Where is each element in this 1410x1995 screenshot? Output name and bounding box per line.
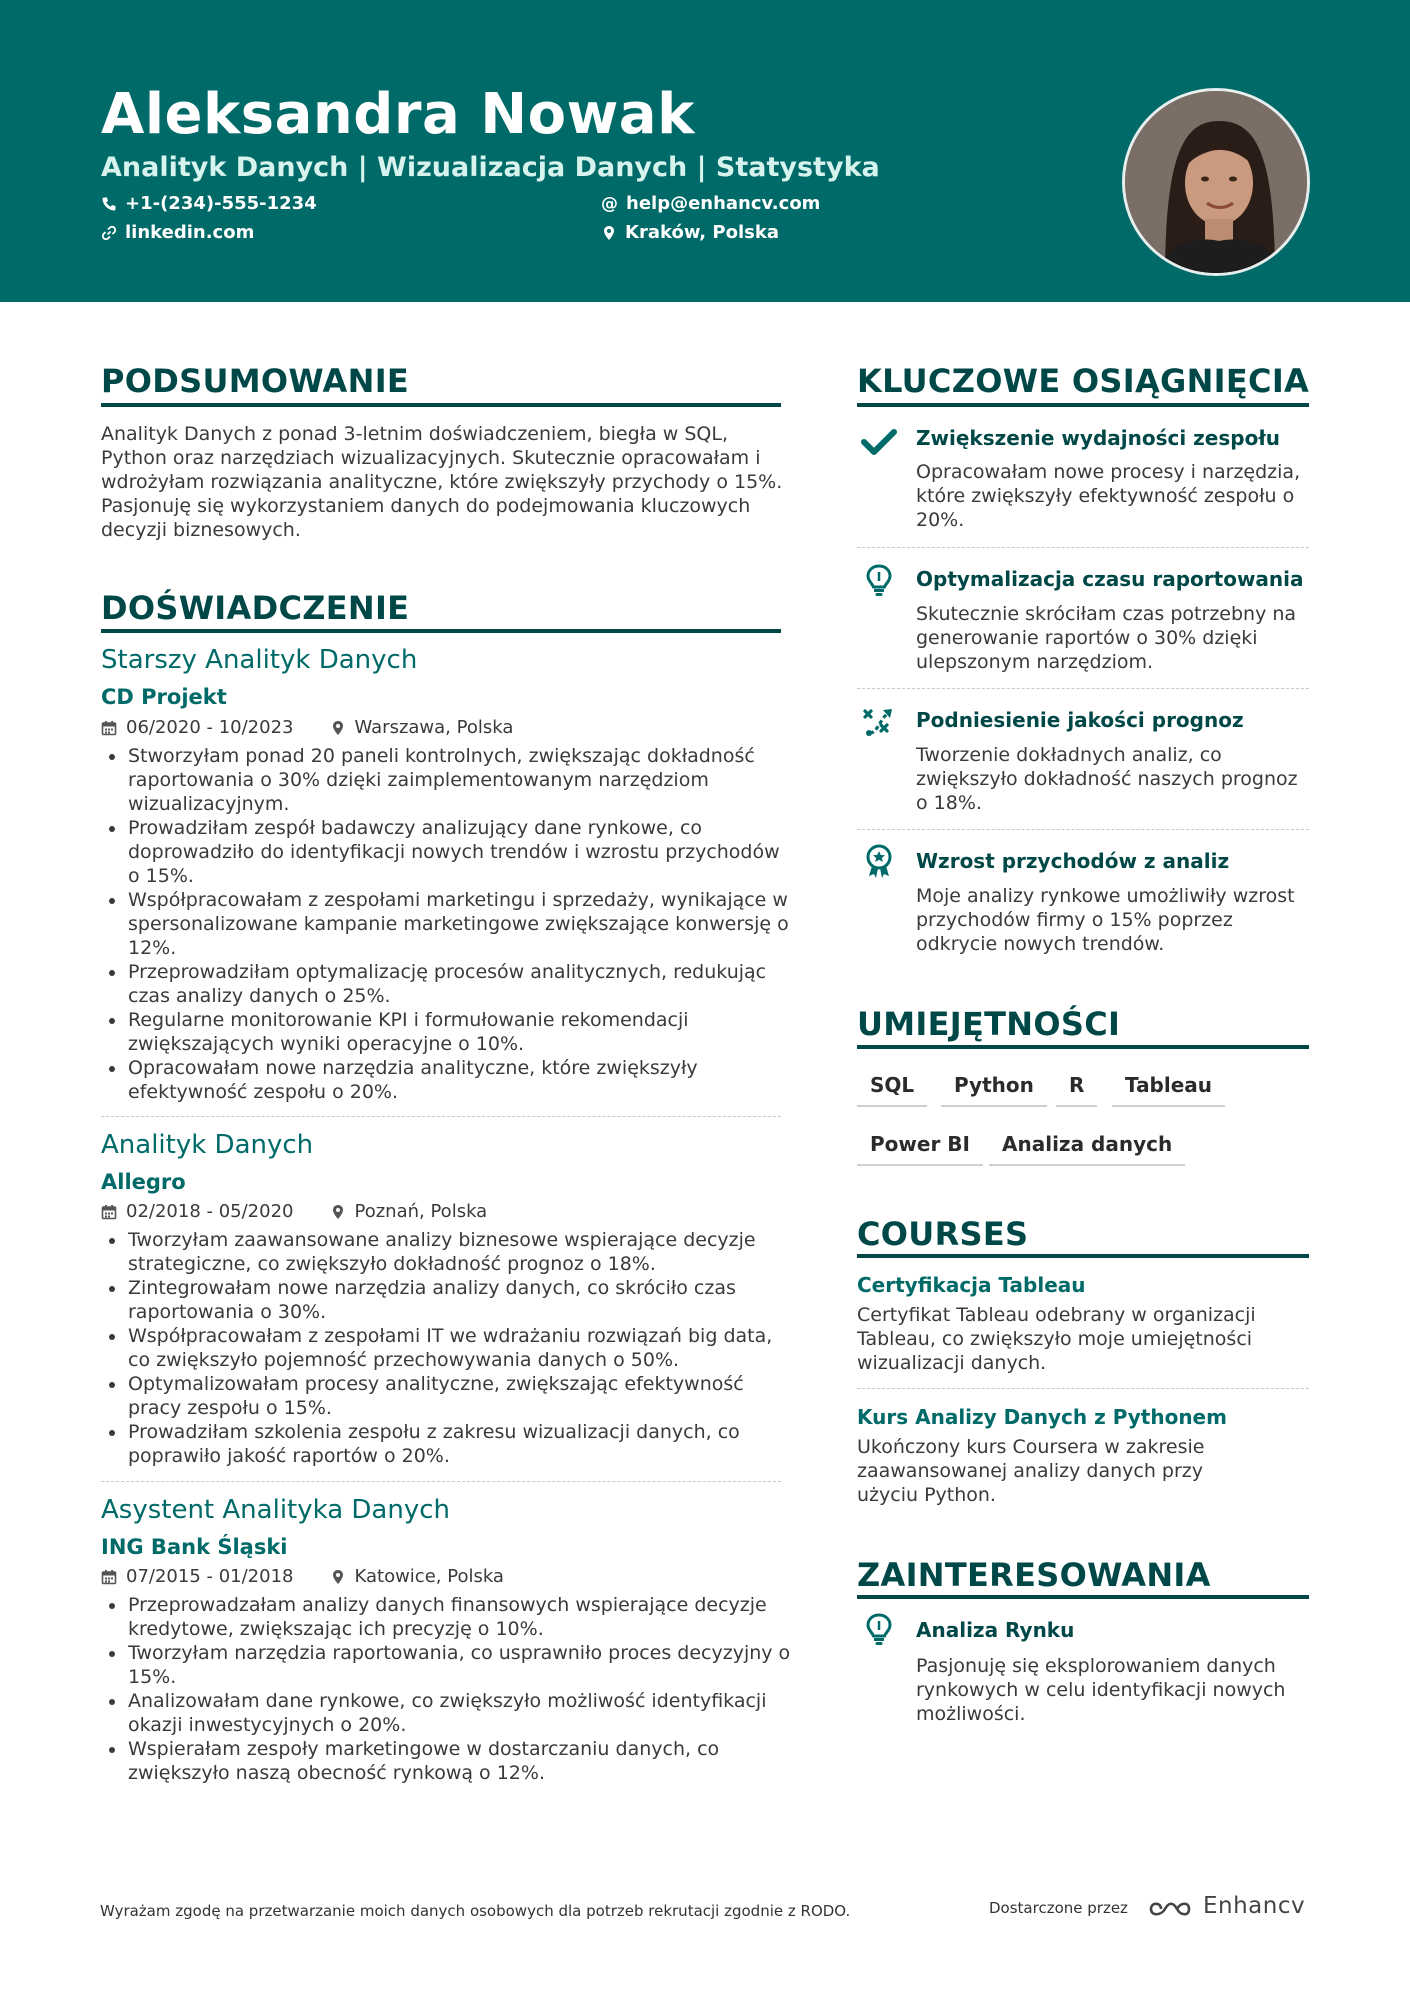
achievements-rule [857,403,1309,407]
award-icon [861,843,897,879]
job-bullets [101,1593,791,1785]
location-pin-icon [330,720,346,736]
location-text: Kraków, Polska [625,222,779,243]
contact-phone[interactable] [101,193,317,214]
bullet-item: Optymalizowałam procesy analityczne, zwiększając efektywność pracy zespołu o 15%. [101,1372,791,1420]
interest-title: Analiza Rynku [916,1618,1075,1642]
bullet-item: Wspierałam zespoły marketingowe w dostarczaniu danych, co zwiększyło naszą obecność rynkową o 12%. [101,1737,791,1785]
bullet-item: Współpracowałam z zespołami marketingu i sprzedaży, wynikające w spersonalizowane kampanie marketingowe zwiększające konwersję o 12%. [101,888,791,960]
job-title: Starszy Analityk Danych [101,645,418,675]
course-desc: Ukończony kurs Coursera w zakresie zaawansowanej analizy danych przy użyciu Python. [857,1436,1205,1506]
bullet-item: Przeprowadzałam analizy danych finansowych wspierające decyzje kredytowe, zwiększając ich precyzję o 10%. [101,1593,791,1641]
calendar-icon [101,720,117,736]
enhancv-brand[interactable]: Enhancv [1203,1893,1306,1919]
lightbulb-icon [861,1612,897,1648]
skills-rule [857,1045,1309,1049]
phone-icon [101,196,117,212]
company-name: Allegro [101,1170,186,1194]
job-title: Analityk Danych [101,1130,314,1160]
bullet-item: Przeprowadziłam optymalizację procesów analitycznych, redukując czas analizy danych o 25%. [101,960,791,1008]
candidate-name: Aleksandra Nowak [101,82,695,147]
bullet-item: Tworzyłam narzędzia raportowania, co usprawniło proces decyzyjny o 15%. [101,1641,791,1689]
skill-tag: Analiza danych [989,1132,1185,1166]
bullet-item: Prowadziłam szkolenia zespołu z zakresu wizualizacji danych, co poprawiło jakość raportów o 20%. [101,1420,791,1468]
bullet-item: Tworzyłam zaawansowane analizy biznesowe wspierające decyzje strategiczne, co zwiększyło dokładność prognoz o 18%. [101,1228,791,1276]
experience-heading: DOŚWIADCZENIE [101,589,410,627]
strategy-icon [861,703,897,739]
enhancv-logo-icon [1147,1896,1193,1922]
achievement-desc: Skutecznie skróciłam czas potrzebny na generowanie raportów o 30% dzięki ulepszonym narzędziom. [916,603,1297,673]
achievement-desc: Moje analizy rynkowe umożliwiły wzrost przychodów firmy o 15% poprzez odkrycie nowych trendów. [916,885,1295,955]
courses-rule [857,1254,1309,1258]
divider [857,547,1309,548]
job-meta [101,1566,504,1587]
job-meta [101,1201,487,1222]
bullet-item: Opracowałam nowe narzędzia analityczne, które zwiększyły efektywność zespołu o 20%. [101,1056,791,1104]
location-pin-icon [330,1204,346,1220]
header-banner [0,0,1410,302]
candidate-tagline: Analityk Danych | Wizualizacja Danych | Statystyka [101,152,880,183]
job-location: Warszawa, Polska [354,717,514,738]
bullet-item: Stworzyłam ponad 20 paneli kontrolnych, zwiększając dokładność raportowania o 30% dzięki zaimplementowanym narzędziom wizualizacyjnym. [101,744,791,816]
company-name: CD Projekt [101,685,227,709]
interests-rule [857,1595,1309,1599]
course-title: Kurs Analizy Danych z Pythonem [857,1405,1227,1429]
profile-photo [1122,88,1310,276]
achievement-title: Zwiększenie wydajności zespołu [916,426,1280,450]
phone-text: +1-(234)-555-1234 [125,193,317,214]
skill-tag: R [1056,1073,1097,1107]
achievement-title: Optymalizacja czasu raportowania [916,567,1304,591]
job-bullets [101,744,791,1104]
powered-by-text: Dostarczone przez [989,1899,1128,1917]
checkmark-icon [861,424,897,460]
courses-heading: COURSES [857,1215,1029,1253]
bullet-item: Analizowałam dane rynkowe, co zwiększyło możliwość identyfikacji okazji inwestycyjnych o 20%. [101,1689,791,1737]
contact-email[interactable] [601,193,820,214]
bullet-item: Współpracowałam z zespołami IT we wdrażaniu rozwiązań big data, co zwiększyło pojemność przechowywania danych o 50%. [101,1324,791,1372]
divider [101,1481,781,1482]
job-location: Katowice, Polska [354,1566,504,1587]
company-name: ING Bank Śląski [101,1535,288,1559]
achievements-heading: KLUCZOWE OSIĄGNIĘCIA [857,362,1310,400]
skills-heading: UMIEJĘTNOŚCI [857,1005,1121,1043]
divider [857,1388,1309,1389]
summary-rule [101,403,781,407]
interests-heading: ZAINTERESOWANIA [857,1556,1211,1594]
job-title: Asystent Analityka Danych [101,1495,451,1525]
job-dates: 02/2018 - 05/2020 [126,1201,294,1222]
skill-tag: Power BI [857,1132,983,1166]
experience-rule [101,629,781,633]
summary-heading: PODSUMOWANIE [101,362,410,400]
job-bullets [101,1228,791,1468]
skill-tag: SQL [857,1073,927,1107]
interest-desc: Pasjonuję się eksplorowaniem danych rynkowych w celu identyfikacji nowych możliwości. [916,1655,1286,1725]
skill-tag: Python [941,1073,1047,1107]
bullet-item: Zintegrowałam nowe narzędzia analizy danych, co skróciło czas raportowania o 30%. [101,1276,791,1324]
job-dates: 06/2020 - 10/2023 [126,717,294,738]
achievement-title: Podniesienie jakości prognoz [916,708,1244,732]
contact-location [601,222,779,243]
calendar-icon [101,1204,117,1220]
course-title: Certyfikacja Tableau [857,1273,1086,1297]
course-desc: Certyfikat Tableau odebrany w organizacji Tableau, co zwiększyło moje umiejętności wizualizacji danych. [857,1304,1256,1374]
lightbulb-icon [861,563,897,599]
location-pin-icon [330,1569,346,1585]
divider [101,1116,781,1117]
summary-text: Analityk Danych z ponad 3-letnim doświadczeniem, biegła w SQL, Python oraz narzędziach wizualizacyjnych. Skutecznie opracowałam i wdrożyłam rozwiązania analityczne, które zwiększyły przychody o 15%. Pasjonuję się wykorzystaniem danych do podejmowania kluczowych decyzji biznesowych. [101,423,783,541]
achievement-title: Wzrost przychodów z analiz [916,849,1230,873]
bullet-item: Prowadziłam zespół badawczy analizujący dane rynkowe, co doprowadziło do identyfikacji nowych trendów i wzrostu przychodów o 15%. [101,816,791,888]
contact-linkedin[interactable] [101,222,254,243]
divider [857,688,1309,689]
linkedin-text: linkedin.com [125,222,255,243]
job-location: Poznań, Polska [354,1201,488,1222]
bullet-item: Regularne monitorowanie KPI i formułowanie rekomendacji zwiększających wyniki operacyjne o 10%. [101,1008,791,1056]
consent-text: Wyrażam zgodę na przetwarzanie moich danych osobowych dla potrzeb rekrutacji zgodnie z RODO. [100,1902,851,1920]
at-icon: @ [601,193,618,214]
achievement-desc: Tworzenie dokładnych analiz, co zwiększyło dokładność naszych prognoz o 18%. [916,744,1298,814]
skill-tag: Tableau [1112,1073,1225,1107]
email-text: help@enhancv.com [626,193,821,214]
job-dates: 07/2015 - 01/2018 [126,1566,294,1587]
link-icon [101,225,117,241]
job-meta [101,717,513,738]
divider [857,829,1309,830]
calendar-icon [101,1569,117,1585]
location-pin-icon [601,225,617,241]
achievement-desc: Opracowałam nowe procesy i narzędzia, które zwiększyły efektywność zespołu o 20%. [916,461,1301,531]
